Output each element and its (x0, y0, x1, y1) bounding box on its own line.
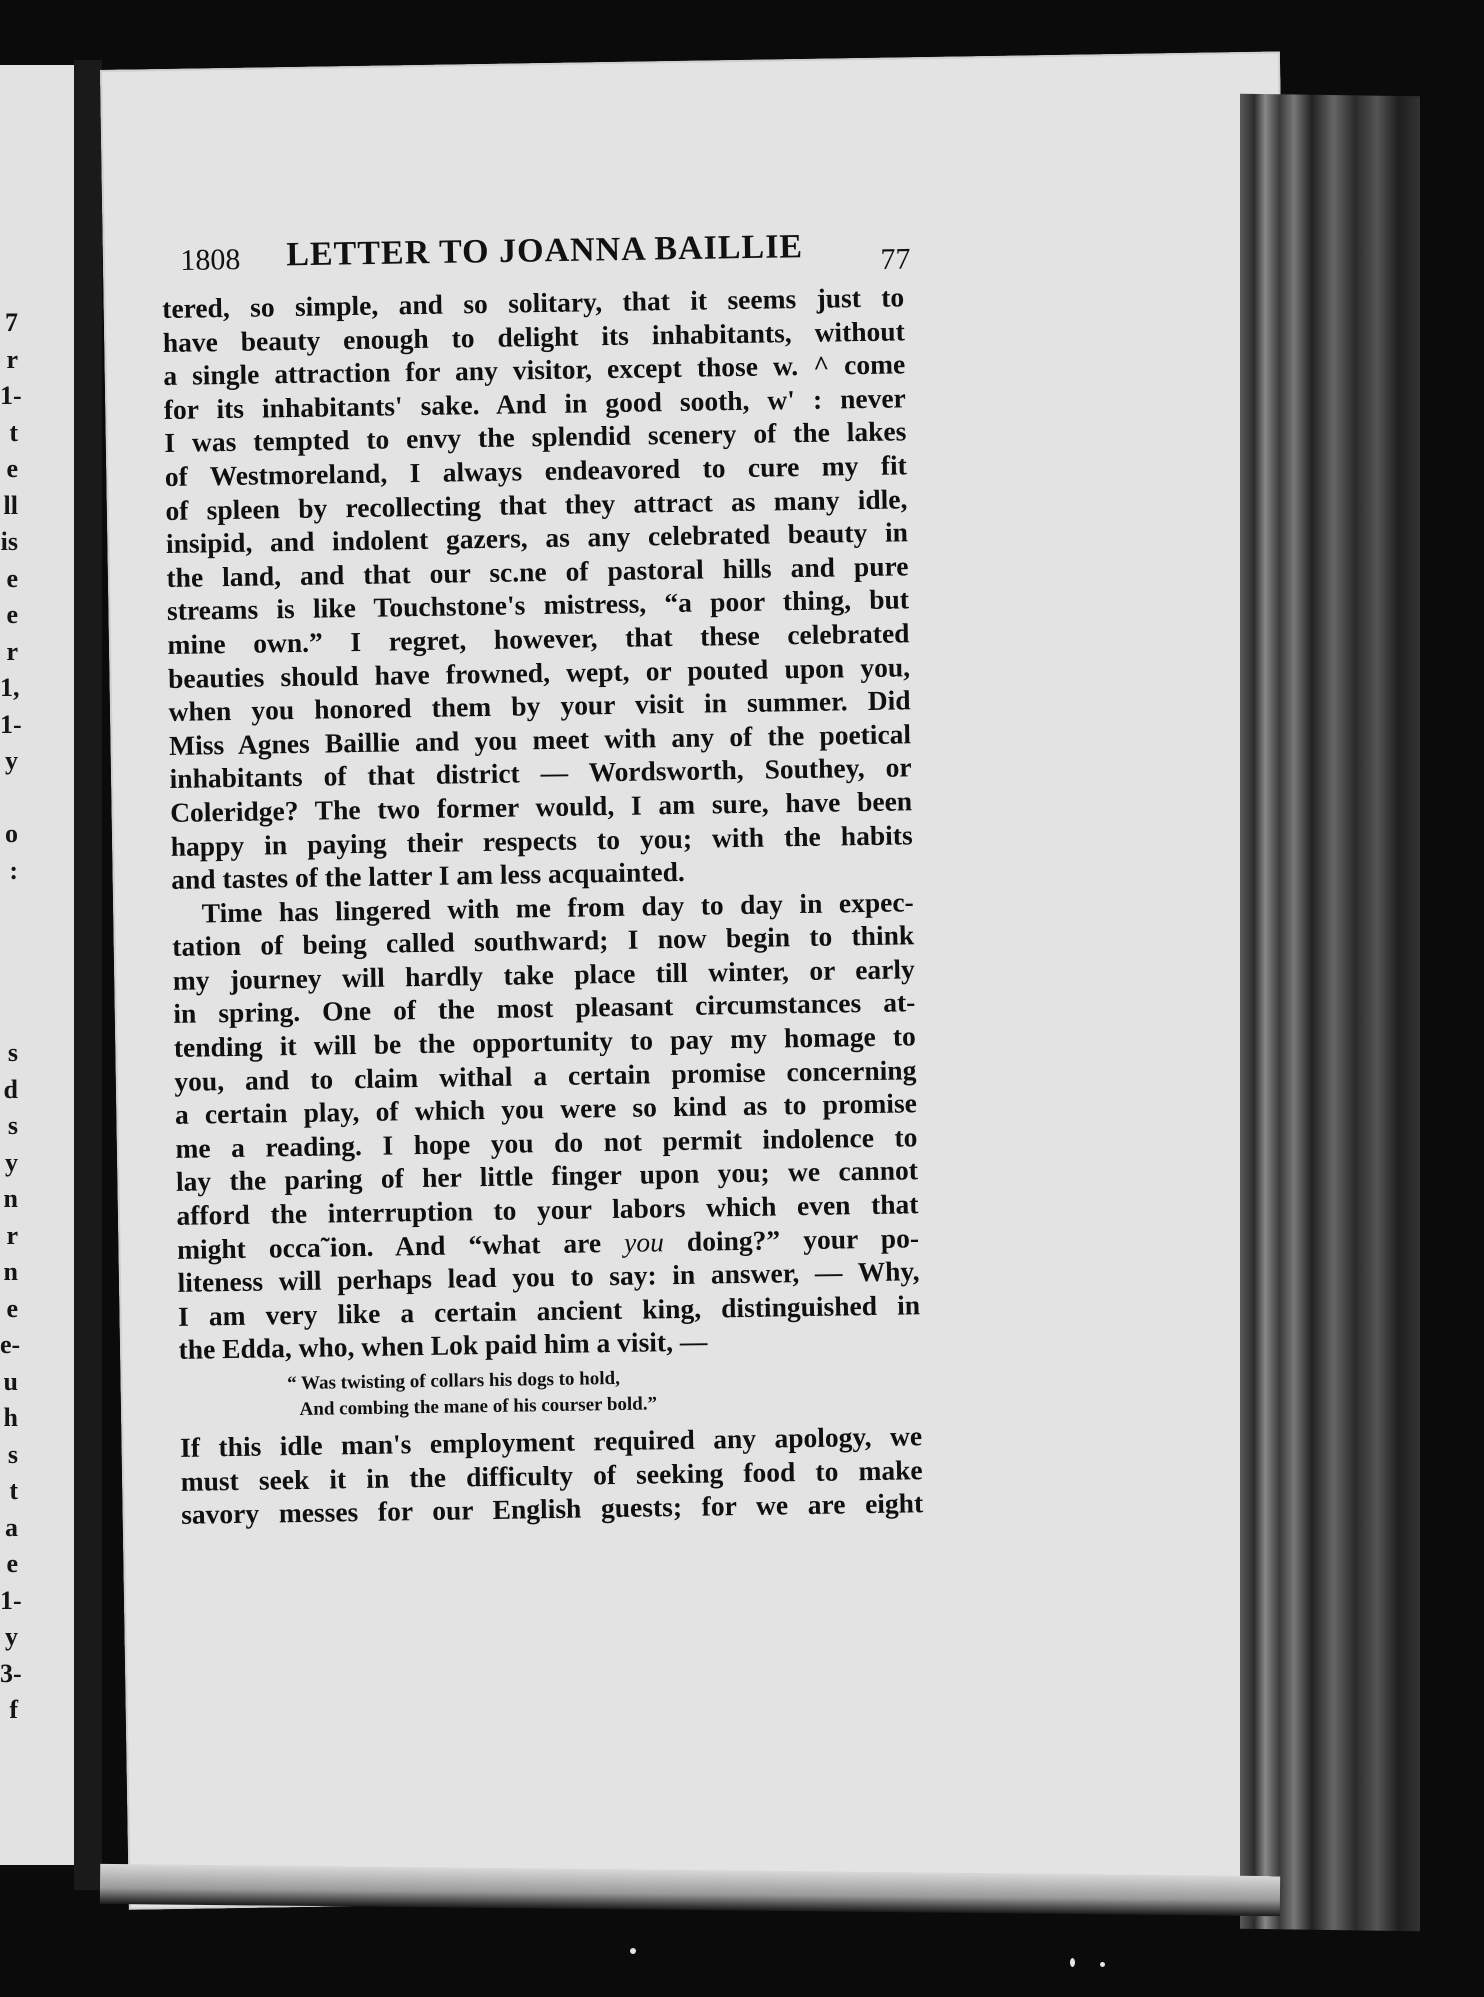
verse-line: “ Was twisting of collars his dogs to hold, (286, 1367, 621, 1395)
facing-page-fragment: e (6, 1549, 18, 1578)
text-line: tered, so simple, and so solitary, that it seems just to (162, 281, 905, 324)
book-gutter (74, 60, 102, 1890)
facing-page-fragment (0, 962, 18, 999)
paragraph-2 (171, 885, 920, 1367)
text-line: If this idle man's employment required any apology, we (179, 1420, 923, 1463)
facing-page-fragment: n (3, 1257, 18, 1286)
facing-page-fragment: f (9, 1695, 18, 1724)
facing-page-fragment: 1, (0, 673, 20, 702)
paragraph-3 (180, 1419, 923, 1531)
facing-page-fragment: y (5, 746, 18, 775)
dust-speck (1100, 1962, 1105, 1967)
facing-page-fragment: ll (3, 490, 18, 520)
text-line: must seek it in the difficulty of seeking food to make (180, 1453, 923, 1497)
facing-page-fragment: t (9, 417, 18, 447)
text-line: liteness will perhaps lead you to say: in answer, — Why, (177, 1255, 920, 1299)
text-line: for its inhabitants' sake. And in good sooth, w' : never (163, 382, 906, 425)
facing-page-fragment: o (5, 819, 18, 848)
facing-page-fragment (0, 780, 18, 817)
facing-page-fragment: r (6, 1220, 18, 1250)
paragraph-1 (162, 280, 913, 896)
text-line: lay the paring of her little finger upon you; we cannot (175, 1154, 919, 1198)
text-line: and tastes of the latter I am less acquainted. (170, 855, 685, 896)
facing-page-fragment: u (3, 1366, 18, 1396)
text-line: inhabitants of that district — Wordsworth, Southey, or (169, 751, 912, 795)
verse-line: And combing the mane of his courser bold.” (299, 1393, 658, 1420)
facing-page-fragment: : (9, 855, 18, 885)
text-line: you, and to claim withal a certain promise concerning (174, 1053, 917, 1097)
text-line: have beauty enough to delight its inhabitants, without (162, 314, 905, 358)
text-line: when you honored them by your visit in summer. Did (168, 684, 911, 728)
facing-page (0, 65, 74, 1865)
facing-page-line-ends (0, 305, 22, 1729)
page-edges (1240, 94, 1420, 1932)
facing-page-fragment: s (7, 1111, 18, 1140)
emphasis: you (623, 1225, 665, 1258)
text-line: of Westmoreland, I always endeavored to cure my fit (164, 449, 908, 492)
header-year: 1808 (180, 243, 241, 277)
facing-page-fragment (0, 926, 18, 963)
facing-page-fragment: s (7, 1439, 18, 1469)
page-number: 77 (880, 242, 911, 276)
facing-page-fragment: n (3, 1184, 18, 1213)
text-line: tation of being called southward; I now begin to think (172, 919, 915, 963)
text-line: afford the interruption to your labors which even that (176, 1188, 919, 1231)
text-line: a single attraction for any visitor, except those w. ^ come (163, 348, 906, 392)
text-line: a certain play, of which you were so kind as to promise (174, 1087, 918, 1131)
facing-page-fragment: t (9, 1476, 18, 1505)
facing-page-fragment: e (6, 1293, 18, 1323)
body-text (162, 280, 923, 1531)
verse-quotation (287, 1361, 922, 1423)
text-line: I am very like a certain ancient king, distinguished in (177, 1289, 921, 1332)
facing-page-fragment: e (6, 454, 18, 483)
text-line: the land, and that our sc.ne of pastoral hills and pure (166, 550, 909, 593)
facing-page-fragment: 1- (0, 1585, 22, 1615)
facing-page-fragment: is (0, 527, 18, 556)
text-line: tending it will be the opportunity to pay my homage to (173, 1020, 917, 1063)
text-line: streams is like Touchstone's mistress, “a poor thing, but (166, 583, 910, 627)
dust-speck (1070, 1958, 1075, 1967)
text-line: me a reading. I hope you do not permit indolence to (175, 1121, 918, 1164)
running-title: LETTER TO JOANNA BAILLIE (285, 228, 804, 274)
facing-page-fragment: y (5, 1147, 18, 1177)
text-line: I was tempted to envy the splendid scenery of the lakes (164, 415, 907, 459)
text-line: mine own.” I regret, however, that these celebrated (167, 617, 910, 660)
text-line: of spleen by recollecting that they attract as many idle, (165, 482, 908, 526)
text-line: the Edda, who, when Lok paid him a visit, — (178, 1325, 708, 1366)
text-line: in spring. One of the most pleasant circumstances at- (173, 986, 916, 1030)
facing-page-fragment: a (5, 1512, 18, 1542)
dust-speck (630, 1948, 636, 1954)
facing-page-fragment: e- (0, 1330, 21, 1359)
facing-page-fragment: 1- (0, 709, 22, 739)
text-line: savory messes for our English guests; for we are eight (180, 1487, 924, 1531)
facing-page-fragment: 3- (0, 1658, 22, 1688)
facing-page-fragment: e (6, 600, 18, 629)
facing-page-fragment: r (6, 636, 18, 666)
facing-page-fragment: 7 (5, 308, 18, 337)
text-line: beauties should have frowned, wept, or pouted upon you, (167, 650, 911, 694)
facing-page-fragment: s (7, 1038, 18, 1067)
text-line: Time has lingered with me from day to day in expec- (201, 885, 914, 929)
facing-page-fragment: h (3, 1403, 18, 1432)
text-line: Miss Agnes Baillie and you meet with any of the poetical (168, 718, 912, 761)
text-run: might occa˜ion. And “what are (176, 1226, 625, 1265)
text-line: happy in paying their respects to you; with the habits (170, 818, 913, 862)
facing-page-fragment: d (3, 1074, 18, 1104)
facing-page-fragment (0, 889, 18, 926)
text-line: Coleridge? The two former would, I am sure, have been (169, 785, 913, 828)
text-line: insipid, and indolent gazers, as any celebrated beauty in (165, 516, 909, 560)
facing-page-fragment: e (6, 563, 18, 593)
facing-page-fragment: 1- (0, 381, 22, 410)
text-run: doing?” your po- (663, 1221, 920, 1257)
facing-page-fragment (0, 999, 18, 1036)
facing-page-fragment: y (5, 1622, 18, 1651)
facing-page-fragment: r (6, 344, 18, 374)
text-line: my journey will hardly take place till winter, or early (172, 953, 915, 996)
